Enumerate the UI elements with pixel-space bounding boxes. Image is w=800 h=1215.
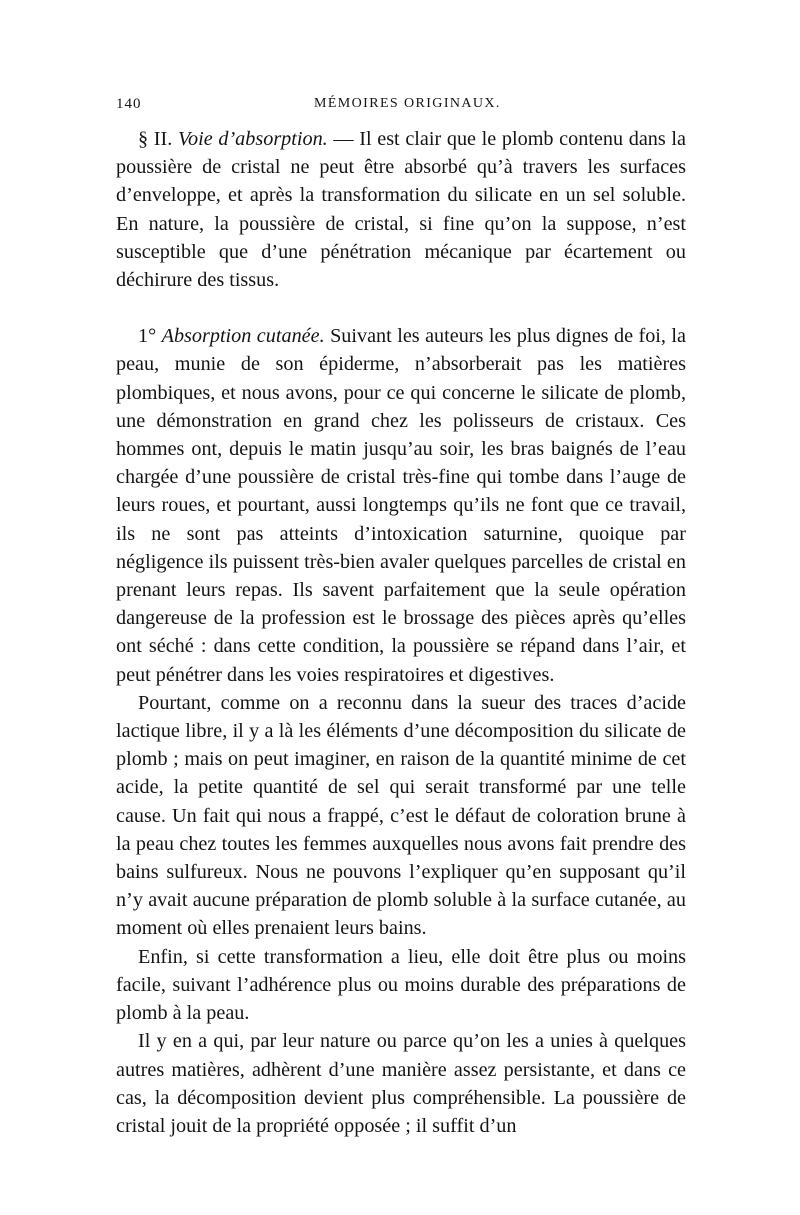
- subsection-title: Absorption cutanée.: [161, 325, 325, 348]
- subsection-number: 1°: [138, 325, 162, 348]
- body-text: [116, 125, 686, 1140]
- page-header: [116, 96, 686, 120]
- section-title: Voie d’absorption.: [177, 128, 328, 150]
- running-head: MÉMOIRES ORIGINAUX.: [314, 96, 501, 111]
- paragraph-enfin: Enfin, si cette transformation a lieu, elle doit être plus ou moins facile, suivant l’adhérence plus ou moins durable des préparations de plomb à la peau.: [116, 945, 686, 1025]
- paragraph-text: Suivant les auteurs les plus dignes de foi, la peau, munie de son épiderme, n’absorberait pas les matières plombiques, et nous avons, pour ce qui concerne le silicate de plomb, une démonstration en grand chez les polisseurs de cristaux. Ces hommes ont, depuis le matin jusqu’au soir, les bras baignés de l’eau chargée d’une poussière de cristal très-fine qui tombe dans l’auge de leurs roues, et pourtant, aussi longtemps qu’ils ne font que ce travail, ils ne sont pas atteints d’intoxication saturnine, quoique par négligence ils puissent très-bien avaler quelques parcelles de cristal en prenant leurs repas. Ils savent parfaitement que la seule opération dangereuse de la profession est le brossage des pièces après qu’elles ont séché : dans cette condition, la poussière se répand dans l’air, et peut pénétrer dans les voies respiratoires et digestives.: [116, 325, 686, 686]
- page-number: 140: [116, 96, 142, 112]
- paragraph-il-y-en-a: Il y en a qui, par leur nature ou parce qu’on les a unies à quelques autres matières, adhèrent d’une manière assez persistante, et dans ce cas, la décomposition devient plus compréhensible. La poussière de cristal jouit de la propriété opposée ; il suffit d’un: [116, 1030, 686, 1137]
- paragraph-text: — Il est clair que le plomb contenu dans la poussière de cristal ne peut être absorbé qu’à travers les surfaces d’enveloppe, et après la transformation du silicate en un sel soluble. En nature, la poussière de cristal, si fine qu’on la suppose, n’est susceptible que d’une pénétration mécanique par écartement ou déchirure des tissus.: [116, 128, 686, 292]
- paragraph-voie-absorption: [116, 125, 686, 294]
- section-number: § II.: [138, 128, 178, 150]
- paragraph-pourtant: Pourtant, comme on a reconnu dans la sueur des traces d’acide lactique libre, il y a là les éléments d’une décomposition du silicate de plomb ; mais on peut imaginer, en raison de la quantité minime de cet acide, la petite quantité de sel qui serait transformé par une telle cause. Un fait qui nous a frappé, c’est le défaut de coloration brune à la peau chez toutes les femmes auxquelles nous avons fait prendre des bains sulfureux. Nous ne pouvons l’expliquer qu’en supposant qu’il n’y avait aucune préparation de plomb soluble à la surface cutanée, au moment où elles prenaient leurs bains.: [116, 691, 686, 940]
- paragraph-absorption-cutanee: [116, 322, 686, 689]
